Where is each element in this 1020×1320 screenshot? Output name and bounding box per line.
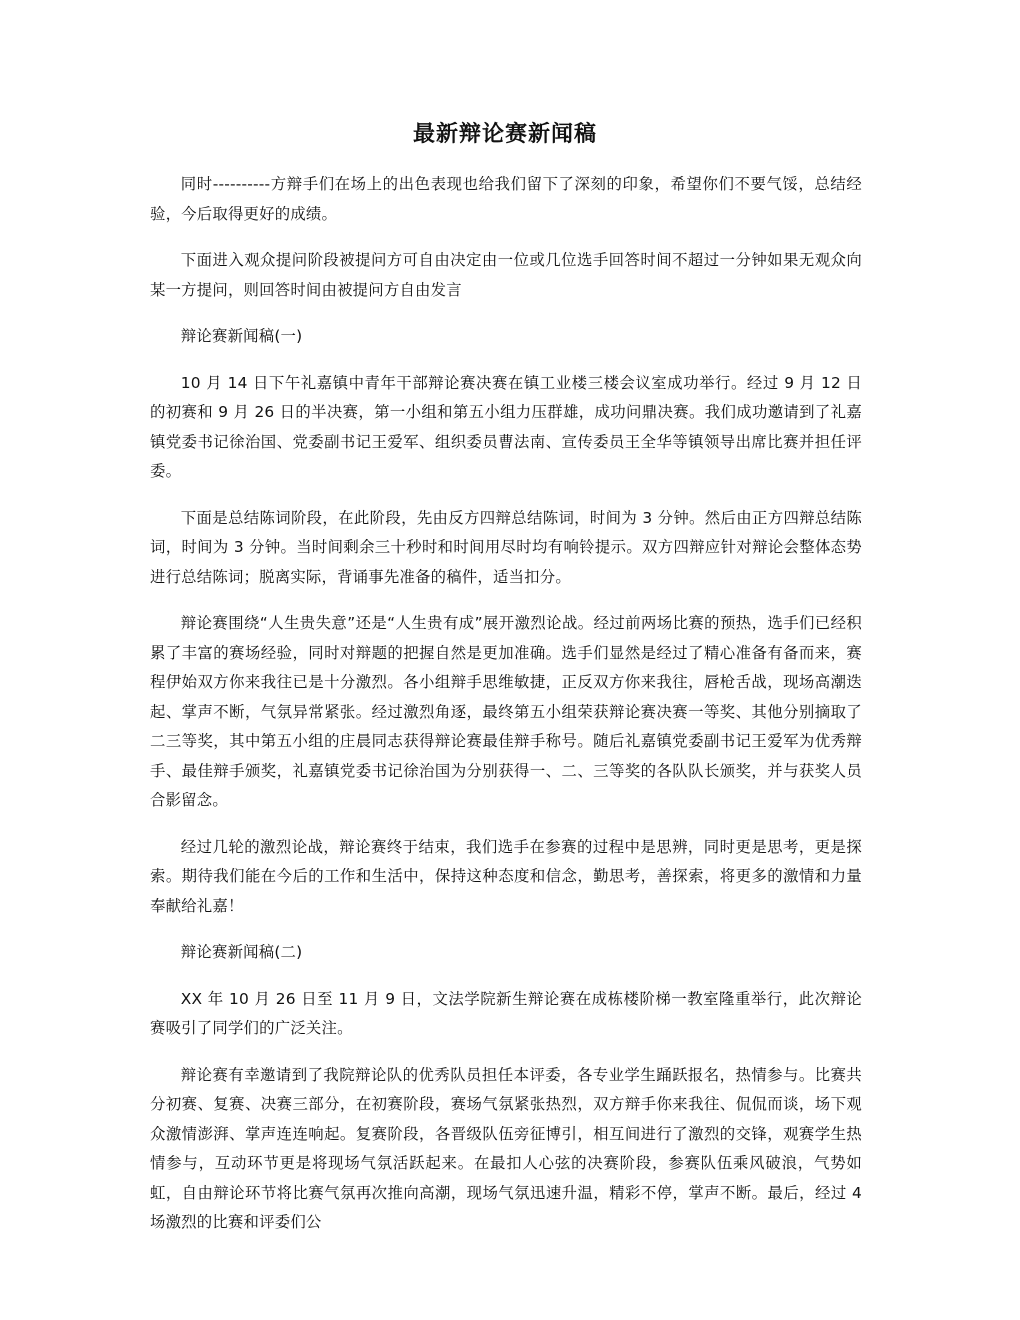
paragraph: 辩论赛围绕“人生贵失意”还是“人生贵有成”展开激烈论战。经过前两场比赛的预热，选手们已经积累了丰富的赛场经验，同时对辩题的把握自然是更加准确。选手们显然是经过了精心准备有备而来，赛程伊始双方你来我往已是十分激烈。各小组辩手思维敏捷，正反双方你来我往，唇枪舌战，现场高潮迭起、掌声不断，气氛异常紧张。经过激烈角逐，最终第五小组荣获辩论赛决赛一等奖、其他分别摘取了二三等奖，其中第五小组的庄晨同志获得辩论赛最佳辩手称号。随后礼嘉镇党委副书记王爱军为优秀辩手、最佳辩手颁奖，礼嘉镇党委书记徐治国为分别获得一、二、三等奖的各队队长颁奖，并与获奖人员合影留念。 bbox=[150, 614, 862, 809]
section-heading: 辩论赛新闻稿(二) bbox=[180, 943, 303, 961]
paragraph: 同时----------方辩手们在场上的出色表现也给我们留下了深刻的印象，希望你们不要气馁，总结经验，今后取得更好的成绩。 bbox=[150, 175, 862, 223]
paragraph: 10 月 14 日下午礼嘉镇中青年干部辩论赛决赛在镇工业楼三楼会议室成功举行。经过 9 月 12 日的初赛和 9 月 26 日的半决赛，第一小组和第五小组力压群雄，成功问鼎决赛。我们成功邀请到了礼嘉镇党委书记徐治国、党委副书记王爱军、组织委员曹法南、宣传委员王全华等镇领导出席比赛并担任评委。 bbox=[150, 373, 862, 480]
paragraph: XX 年 10 月 26 日至 11 月 9 日，文法学院新生辩论赛在成栋楼阶梯一教室隆重举行，此次辩论赛吸引了同学们的广泛关注。 bbox=[150, 989, 862, 1037]
paragraph: 经过几轮的激烈论战，辩论赛终于结束，我们选手在参赛的过程中是思辨，同时更是思考，更是探索。期待我们能在今后的工作和生活中，保持这种态度和信念，勤思考，善探索，将更多的激情和力量奉献给礼嘉！ bbox=[150, 837, 862, 915]
paragraph: 辩论赛有幸邀请到了我院辩论队的优秀队员担任本评委，各专业学生踊跃报名，热情参与。比赛共分初赛、复赛、决赛三部分，在初赛阶段，赛场气氛紧张热烈，双方辩手你来我往、侃侃而谈，场下观众激情澎湃、掌声连连响起。复赛阶段，各晋级队伍旁征博引，相互间进行了激烈的交锋，观赛学生热情参与，互动环节更是将现场气氛活跃起来。在最扣人心弦的决赛阶段，参赛队伍乘风破浪，气势如虹，自由辩论环节将比赛气氛再次推向高潮，现场气氛迅速升温，精彩不停，掌声不断。最后，经过 4 场激烈的比赛和评委们公 bbox=[150, 1065, 862, 1231]
paragraph: 下面是总结陈词阶段，在此阶段，先由反方四辩总结陈词，时间为 3 分钟。然后由正方四辩总结陈词，时间为 3 分钟。当时间剩余三十秒时和时间用尽时均有响铃提示。双方四辩应针对辩论会整体态势进行总结陈词；脱离实际，背诵事先准备的稿件，适当扣分。 bbox=[150, 508, 862, 586]
document-title: 最新辩论赛新闻稿 bbox=[412, 122, 597, 147]
document-body bbox=[150, 170, 862, 1255]
paragraph: 下面进入观众提问阶段被提问方可自由决定由一位或几位选手回答时间不超过一分钟如果无观众向某一方提问，则回答时间由被提问方自由发言 bbox=[150, 251, 862, 299]
section-heading: 辩论赛新闻稿(一) bbox=[180, 327, 303, 345]
